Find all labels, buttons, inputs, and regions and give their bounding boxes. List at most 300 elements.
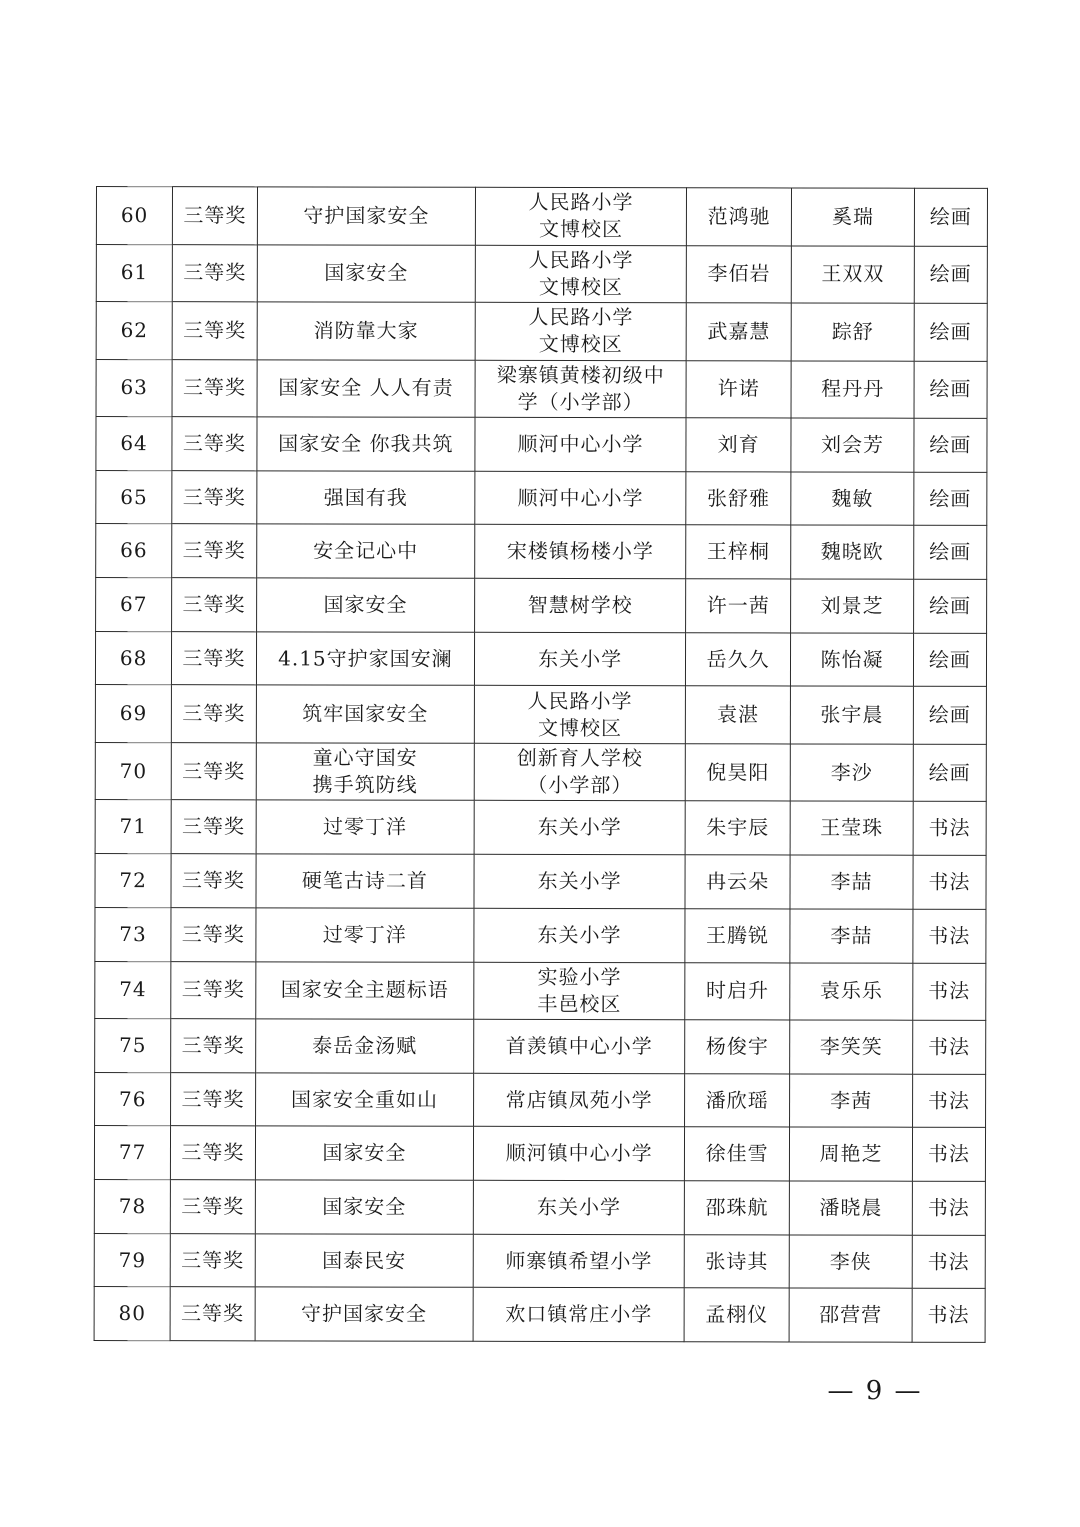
no-text: 69 xyxy=(119,701,148,726)
table-row-80 xyxy=(94,1287,985,1343)
work-title xyxy=(255,961,474,1019)
teacher-text: 周艳芝 xyxy=(819,1141,883,1166)
work-category xyxy=(914,418,987,472)
award-level xyxy=(170,1233,254,1287)
title-text: 国家安全 你我共筑 xyxy=(278,431,454,456)
teacher-text: 张宇晨 xyxy=(820,702,884,727)
no-text: 77 xyxy=(118,1140,147,1165)
teacher-text: 王双双 xyxy=(821,261,885,286)
teacher-text: 李茜 xyxy=(830,1088,873,1113)
student-name xyxy=(685,909,790,963)
work-category xyxy=(912,1020,985,1074)
award-level xyxy=(173,244,257,302)
teacher-text: 魏敏 xyxy=(831,486,874,511)
teacher-name xyxy=(792,188,915,246)
entry-number xyxy=(96,417,172,471)
award-level xyxy=(171,907,255,961)
work-category xyxy=(913,526,986,580)
award-text: 三等奖 xyxy=(181,1301,245,1326)
award-text: 三等奖 xyxy=(181,868,245,893)
table-row-61 xyxy=(96,244,987,303)
student-name xyxy=(684,1181,789,1235)
no-text: 66 xyxy=(120,538,148,563)
school-name xyxy=(474,1019,685,1073)
student-name xyxy=(685,744,790,802)
work-category xyxy=(913,633,986,687)
title-text: 国家安全重如山 xyxy=(290,1086,439,1112)
school-name xyxy=(475,632,686,686)
award-text: 三等奖 xyxy=(183,260,247,285)
school-name xyxy=(476,187,687,245)
award-level xyxy=(172,524,256,578)
school-text: 人民路小学 文博校区 xyxy=(527,688,633,740)
category-text: 绘画 xyxy=(929,319,972,344)
award-level xyxy=(172,578,256,632)
school-name xyxy=(474,962,685,1020)
table-row-73 xyxy=(95,907,986,963)
table-row-63 xyxy=(96,359,987,418)
category-text: 绘画 xyxy=(929,539,972,565)
work-category xyxy=(913,855,986,909)
teacher-name xyxy=(791,418,914,472)
school-name xyxy=(475,417,686,471)
teacher-text: 魏晓欧 xyxy=(820,539,884,564)
title-text: 国泰民安 xyxy=(322,1248,407,1273)
award-text: 三等奖 xyxy=(182,375,246,400)
student-text: 岳久久 xyxy=(706,646,770,672)
award-text: 三等奖 xyxy=(182,431,246,456)
work-category xyxy=(912,1235,985,1289)
teacher-name xyxy=(790,855,913,909)
category-text: 绘画 xyxy=(929,432,972,457)
category-text: 绘画 xyxy=(928,647,971,672)
work-title xyxy=(256,632,475,686)
no-text: 63 xyxy=(120,375,148,400)
teacher-name xyxy=(792,245,915,303)
entry-number xyxy=(95,742,171,800)
entry-number xyxy=(95,907,171,961)
work-category xyxy=(914,361,987,419)
category-text: 书法 xyxy=(927,1141,970,1167)
student-name xyxy=(686,245,791,303)
work-category xyxy=(913,687,986,745)
title-text: 强国有我 xyxy=(323,485,408,510)
category-text: 书法 xyxy=(927,1195,970,1220)
work-category xyxy=(912,1128,985,1182)
category-text: 绘画 xyxy=(928,593,972,618)
school-name xyxy=(475,578,686,632)
table-row-67 xyxy=(96,578,987,634)
title-text: 4.15守护家国安澜 xyxy=(278,645,453,671)
entry-number xyxy=(96,359,172,417)
teacher-text: 奚瑞 xyxy=(831,204,874,229)
table-row-65 xyxy=(96,470,987,526)
award-level xyxy=(172,685,256,743)
teacher-name xyxy=(790,909,913,963)
teacher-name xyxy=(789,1288,912,1342)
teacher-text: 刘会芳 xyxy=(820,432,885,457)
school-name xyxy=(475,686,686,744)
student-name xyxy=(684,1127,789,1181)
title-text: 国家安全 xyxy=(324,260,409,285)
school-name xyxy=(474,908,685,962)
student-text: 冉云朵 xyxy=(706,869,770,894)
teacher-name xyxy=(790,1235,913,1289)
student-name xyxy=(685,962,790,1020)
school-text: 智慧树学校 xyxy=(527,592,633,618)
category-text: 书法 xyxy=(927,1249,970,1274)
teacher-text: 李侠 xyxy=(829,1249,872,1274)
award-list-table xyxy=(94,186,988,1343)
title-text: 国家安全主题标语 xyxy=(280,977,449,1002)
school-text: 顺河中心小学 xyxy=(517,485,644,510)
category-text: 书法 xyxy=(928,923,971,948)
award-text: 三等奖 xyxy=(182,484,246,509)
school-name xyxy=(474,801,685,855)
no-text: 72 xyxy=(119,868,147,893)
school-text: 创新育人学校 （小学部） xyxy=(516,746,643,798)
entry-number xyxy=(94,1126,170,1180)
work-title xyxy=(256,578,475,632)
table-row-77 xyxy=(94,1126,985,1182)
category-text: 绘画 xyxy=(928,702,971,728)
teacher-name xyxy=(790,1181,913,1235)
table-row-66 xyxy=(96,524,987,580)
award-level xyxy=(173,187,257,245)
school-name xyxy=(475,360,686,418)
student-name xyxy=(685,1020,790,1074)
entry-number xyxy=(95,800,171,854)
no-text: 79 xyxy=(118,1247,147,1272)
table-row-62 xyxy=(96,302,987,361)
table-row-78 xyxy=(94,1180,985,1236)
work-title xyxy=(256,685,475,743)
teacher-text: 刘景芝 xyxy=(820,593,884,618)
award-level xyxy=(172,470,256,524)
teacher-name xyxy=(791,579,914,633)
teacher-text: 李喆 xyxy=(830,869,873,894)
teacher-text: 李笑笑 xyxy=(819,1034,883,1059)
work-category xyxy=(913,802,986,856)
entry-number xyxy=(95,1072,171,1126)
title-text: 安全记心中 xyxy=(313,538,419,563)
school-text: 东关小学 xyxy=(538,646,623,671)
title-text: 过零丁洋 xyxy=(323,814,408,839)
entry-number xyxy=(96,578,172,632)
teacher-text: 程丹丹 xyxy=(821,376,885,401)
award-text: 三等奖 xyxy=(181,1247,245,1272)
student-text: 李佰岩 xyxy=(707,261,771,286)
title-text: 过零丁洋 xyxy=(322,922,407,947)
student-text: 倪昊阳 xyxy=(706,759,770,785)
entry-number xyxy=(96,187,172,245)
teacher-text: 李喆 xyxy=(830,923,873,948)
table-row-64 xyxy=(96,417,987,473)
award-table-body xyxy=(94,187,987,1343)
school-name xyxy=(475,525,686,579)
student-name xyxy=(685,632,790,686)
table-row-76 xyxy=(95,1072,986,1128)
table-row-60 xyxy=(96,187,987,246)
school-text: 宋楼镇杨楼小学 xyxy=(506,539,654,564)
category-text: 绘画 xyxy=(928,760,971,785)
student-text: 张舒雅 xyxy=(706,485,771,510)
student-text: 杨俊宇 xyxy=(705,1034,769,1059)
work-category xyxy=(913,579,986,633)
category-text: 绘画 xyxy=(929,204,972,229)
school-name xyxy=(474,743,685,801)
school-name xyxy=(474,1127,685,1181)
award-level xyxy=(171,961,255,1019)
school-name xyxy=(474,1073,685,1127)
work-category xyxy=(912,1181,985,1235)
entry-number xyxy=(95,961,171,1019)
entry-number xyxy=(95,631,171,685)
category-text: 书法 xyxy=(927,1088,970,1113)
student-name xyxy=(686,418,791,472)
student-name xyxy=(686,525,791,579)
table-row-72 xyxy=(95,854,986,910)
award-text: 三等奖 xyxy=(182,814,246,839)
school-name xyxy=(473,1288,684,1342)
category-text: 书法 xyxy=(927,1303,970,1328)
student-name xyxy=(686,471,791,525)
student-text: 张诗其 xyxy=(705,1248,769,1274)
student-text: 袁湛 xyxy=(717,702,760,727)
student-name xyxy=(684,1073,789,1127)
category-text: 书法 xyxy=(928,978,971,1004)
title-text: 国家安全 xyxy=(322,1140,407,1165)
teacher-text: 踪舒 xyxy=(831,319,874,344)
work-category xyxy=(913,909,986,963)
entry-number xyxy=(94,1287,170,1341)
work-title xyxy=(257,244,476,302)
student-text: 刘育 xyxy=(717,432,760,457)
student-text: 王腾锐 xyxy=(706,922,770,948)
teacher-name xyxy=(790,962,913,1020)
student-name xyxy=(684,1288,789,1342)
category-text: 书法 xyxy=(928,869,971,894)
teacher-name xyxy=(791,744,914,802)
no-text: 67 xyxy=(119,591,148,617)
school-name xyxy=(473,1234,684,1288)
title-text: 消防靠大家 xyxy=(313,318,419,343)
no-text: 60 xyxy=(120,202,149,227)
no-text: 75 xyxy=(119,1032,147,1057)
title-text: 硬笔古诗二首 xyxy=(301,868,428,893)
work-title xyxy=(257,187,476,245)
work-title xyxy=(255,1287,474,1341)
student-text: 范鸿驰 xyxy=(707,204,771,229)
no-text: 65 xyxy=(120,484,148,509)
award-level xyxy=(171,1019,255,1073)
award-text: 三等奖 xyxy=(181,1086,245,1111)
award-text: 三等奖 xyxy=(182,592,246,617)
entry-number xyxy=(96,244,172,302)
work-title xyxy=(257,359,476,417)
work-title xyxy=(255,1180,474,1234)
school-text: 师寨镇希望小学 xyxy=(505,1248,653,1273)
entry-number xyxy=(96,302,172,360)
school-text: 首羡镇中心小学 xyxy=(505,1033,653,1059)
student-name xyxy=(685,686,790,744)
school-text: 顺河镇中心小学 xyxy=(505,1141,653,1166)
table-row-74 xyxy=(95,961,986,1020)
student-text: 孟栩仪 xyxy=(705,1302,769,1327)
no-text: 71 xyxy=(119,814,148,839)
category-text: 书法 xyxy=(928,816,971,841)
school-text: 东关小学 xyxy=(537,815,622,840)
entry-number xyxy=(95,685,171,743)
teacher-name xyxy=(791,303,914,361)
entry-number xyxy=(96,470,172,524)
table-row-75 xyxy=(95,1018,986,1074)
entry-number xyxy=(95,854,171,908)
no-text: 80 xyxy=(118,1301,147,1326)
page-number: — 9 — xyxy=(827,1376,923,1406)
award-level xyxy=(172,417,256,471)
no-text: 76 xyxy=(118,1086,147,1111)
category-text: 绘画 xyxy=(929,486,972,511)
work-category xyxy=(913,744,986,802)
no-text: 62 xyxy=(120,317,149,342)
work-title xyxy=(256,800,475,854)
student-text: 邵珠航 xyxy=(705,1195,769,1220)
award-text: 三等奖 xyxy=(182,538,246,563)
student-name xyxy=(686,360,791,418)
teacher-name xyxy=(791,525,914,579)
work-category xyxy=(914,246,987,304)
teacher-text: 陈怡凝 xyxy=(820,647,884,672)
work-title xyxy=(256,471,475,525)
work-category xyxy=(914,188,987,246)
work-category xyxy=(912,1074,985,1128)
teacher-name xyxy=(790,1127,913,1181)
school-text: 实验小学 丰邑校区 xyxy=(537,964,622,1016)
teacher-name xyxy=(791,686,914,744)
title-text: 国家安全 人人有责 xyxy=(278,375,454,400)
entry-number xyxy=(95,1018,171,1072)
title-text: 童心守国安 携手筑防线 xyxy=(312,745,418,797)
school-name xyxy=(474,854,685,908)
student-text: 许诺 xyxy=(717,376,760,401)
student-name xyxy=(686,188,791,246)
award-text: 三等奖 xyxy=(181,1033,245,1058)
award-text: 三等奖 xyxy=(181,1140,245,1165)
category-text: 绘画 xyxy=(929,376,972,402)
teacher-text: 潘晓晨 xyxy=(819,1195,883,1220)
school-text: 欢口镇常庄小学 xyxy=(505,1302,653,1327)
student-text: 潘欣瑶 xyxy=(705,1087,769,1112)
work-title xyxy=(256,524,475,578)
title-text: 国家安全 xyxy=(323,592,408,617)
award-level xyxy=(172,302,256,360)
award-level xyxy=(171,743,255,801)
award-level xyxy=(171,1126,255,1180)
award-level xyxy=(171,1180,255,1234)
work-category xyxy=(914,472,987,526)
title-text: 守护国家安全 xyxy=(303,203,430,228)
award-level xyxy=(172,631,256,685)
school-text: 人民路小学 文博校区 xyxy=(528,190,634,242)
entry-number xyxy=(94,1180,170,1234)
no-text: 70 xyxy=(119,758,148,783)
work-title xyxy=(256,854,475,908)
award-level xyxy=(171,800,255,854)
student-name xyxy=(686,303,791,361)
category-text: 绘画 xyxy=(929,261,972,287)
entry-number xyxy=(96,524,172,578)
no-text: 64 xyxy=(120,430,148,455)
no-text: 78 xyxy=(118,1193,147,1219)
table-row-70 xyxy=(95,742,986,801)
student-name xyxy=(685,801,790,855)
student-name xyxy=(684,1234,789,1288)
work-title xyxy=(255,908,474,962)
no-text: 68 xyxy=(119,645,148,670)
table-row-79 xyxy=(94,1233,985,1289)
teacher-name xyxy=(790,1020,913,1074)
award-level xyxy=(170,1287,254,1341)
teacher-name xyxy=(791,472,914,526)
entry-number xyxy=(94,1233,170,1287)
teacher-name xyxy=(791,360,914,418)
work-title xyxy=(255,1019,474,1073)
award-level xyxy=(172,359,256,417)
work-title xyxy=(255,1126,474,1180)
student-text: 许一茜 xyxy=(706,593,770,618)
school-text: 顺河中心小学 xyxy=(517,431,644,456)
work-category xyxy=(912,1289,985,1343)
school-name xyxy=(474,1180,685,1234)
no-text: 73 xyxy=(119,921,147,946)
school-text: 常店镇凤苑小学 xyxy=(505,1087,653,1112)
table-row-68 xyxy=(95,631,986,687)
student-text: 王梓桐 xyxy=(706,539,770,564)
school-text: 东关小学 xyxy=(537,922,622,947)
award-text: 三等奖 xyxy=(181,977,245,1002)
title-text: 守护国家安全 xyxy=(301,1301,428,1326)
award-text: 三等奖 xyxy=(182,701,246,726)
school-text: 东关小学 xyxy=(537,868,622,894)
title-text: 泰岳金汤赋 xyxy=(312,1033,418,1058)
award-text: 三等奖 xyxy=(183,317,247,343)
award-text: 三等奖 xyxy=(181,1194,245,1219)
award-level xyxy=(171,854,255,908)
no-text: 61 xyxy=(120,260,149,285)
no-text: 74 xyxy=(119,977,147,1002)
teacher-text: 邵营营 xyxy=(819,1302,883,1327)
school-name xyxy=(475,471,686,525)
title-text: 国家安全 xyxy=(322,1194,407,1219)
category-text: 书法 xyxy=(928,1034,971,1059)
teacher-name xyxy=(790,1074,913,1128)
school-text: 人民路小学 文博校区 xyxy=(528,305,634,357)
school-text: 东关小学 xyxy=(536,1194,621,1220)
teacher-name xyxy=(790,801,913,855)
student-text: 徐佳雪 xyxy=(705,1141,769,1166)
school-name xyxy=(475,302,686,360)
award-text: 三等奖 xyxy=(182,645,246,670)
work-title xyxy=(255,1234,474,1288)
school-name xyxy=(476,245,687,303)
school-text: 人民路小学 文博校区 xyxy=(528,247,634,299)
student-name xyxy=(685,855,790,909)
teacher-text: 袁乐乐 xyxy=(819,978,883,1003)
work-title xyxy=(255,1073,474,1127)
table-row-69 xyxy=(95,685,986,744)
work-title xyxy=(256,417,475,471)
